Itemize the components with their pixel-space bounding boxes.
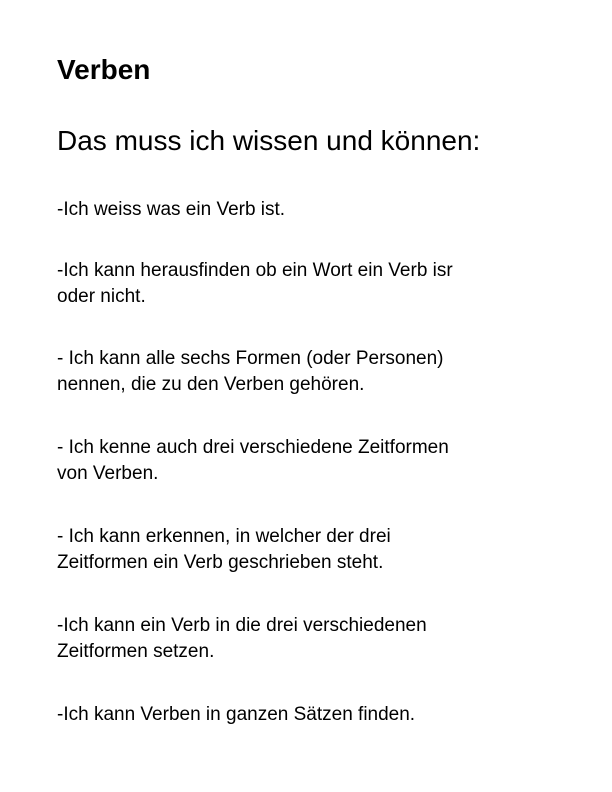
list-item: -Ich kann ein Verb in die drei verschiedenen Zeitformen setzen. bbox=[57, 615, 427, 662]
page-title: Verben bbox=[57, 54, 151, 85]
list-item: - Ich kenne auch drei verschiedene Zeitformen von Verben. bbox=[57, 437, 449, 484]
list-item: -Ich kann Verben in ganzen Sätzen finden. bbox=[57, 704, 416, 725]
list-item: -Ich kann herausfinden ob ein Wort ein Verb isr oder nicht. bbox=[57, 260, 453, 307]
list-item: - Ich kann alle sechs Formen (oder Personen) nennen, die zu den Verben gehören. bbox=[57, 348, 444, 395]
page-subtitle: Das muss ich wissen und können: bbox=[57, 125, 481, 156]
list-item: - Ich kann erkennen, in welcher der drei Zeitformen ein Verb geschrieben steht. bbox=[57, 526, 391, 573]
list-item: -Ich weiss was ein Verb ist. bbox=[57, 199, 286, 220]
